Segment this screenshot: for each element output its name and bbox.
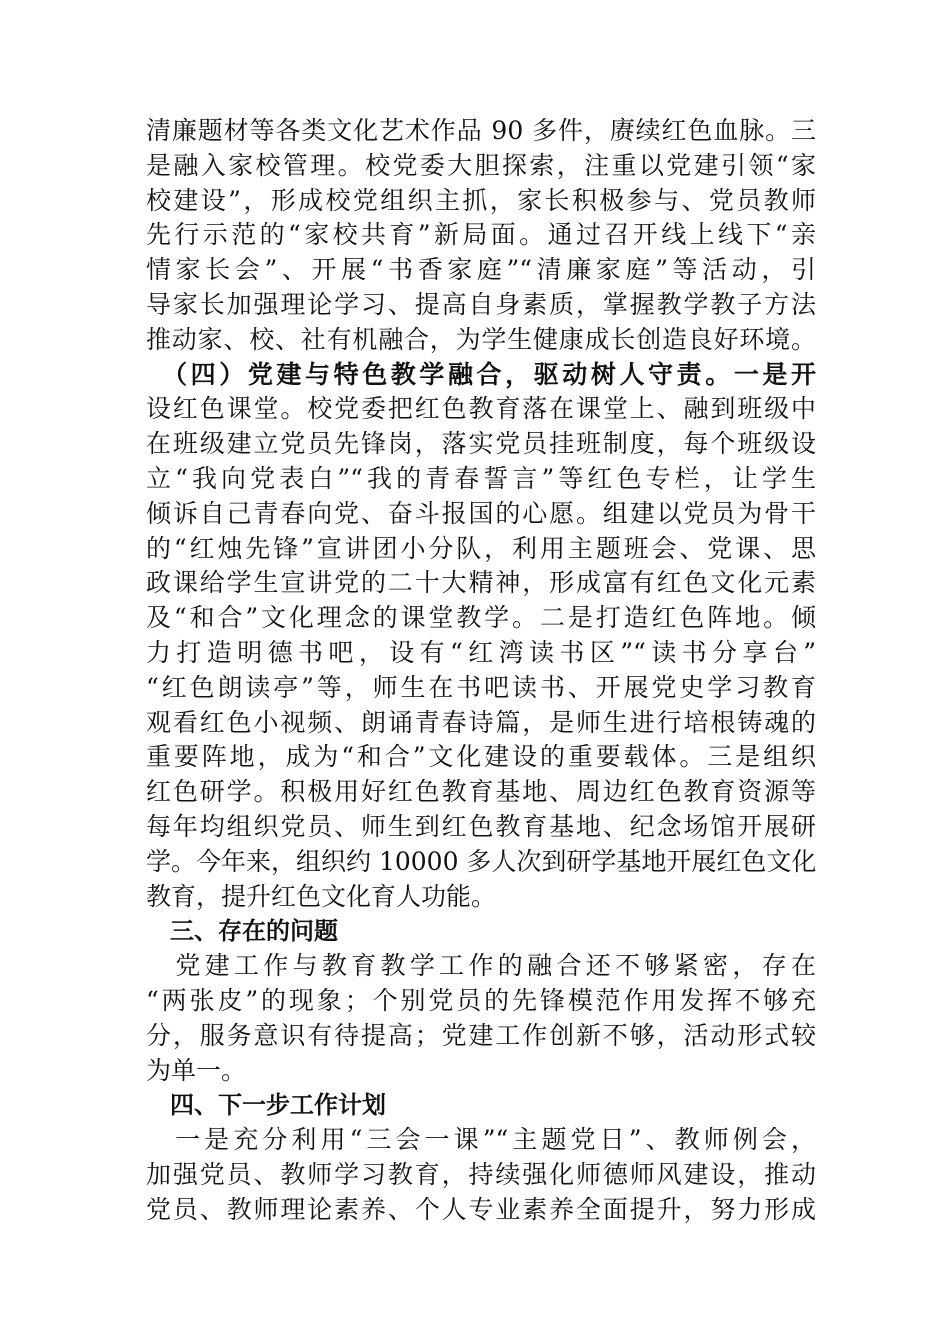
text-line: 分，服务意识有待提高；党建工作创新不够，活动形式较 — [146, 1020, 816, 1050]
text-line: 每年均组织党员、师生到红色教育基地、纪念场馆开展研 — [146, 811, 816, 841]
text-line: 清廉题材等各类文化艺术作品 90 多件，赓续红色血脉。三 — [146, 116, 816, 145]
text-line: 重要阵地，成为“和合”文化建设的重要载体。三是组织 — [146, 742, 816, 772]
text-line: 力打造明德书吧，设有“红湾读书区”“读书分享台” — [146, 637, 816, 667]
text-line: 是融入家校管理。校党委大胆探索，注重以党建引领“家 — [146, 150, 816, 180]
body-text — [146, 114, 816, 1228]
text-line: 校建设”，形成校党组织主抓，家长积极参与、党员教师 — [146, 185, 816, 215]
text-line: 党建工作与教育教学工作的融合还不够紧密，存在 — [146, 951, 816, 981]
text-line: 在班级建立党员先锋岗，落实党员挂班制度，每个班级设 — [146, 429, 816, 459]
text-line: 的“红烛先锋”宣讲团小分队，利用主题班会、党课、思 — [146, 533, 816, 563]
text-line: 导家长加强理论学习、提高自身素质，掌握教学教子方法 — [146, 289, 816, 319]
text-line: 立“我向党表白”“我的青春誓言”等红色专栏，让学生 — [146, 463, 816, 493]
text-line: 先行示范的“家校共育”新局面。通过召开线上线下“亲 — [146, 220, 816, 250]
section-heading-3: 三、存在的问题 — [146, 917, 338, 946]
text-line: 教育，提升红色文化育人功能。 — [146, 881, 497, 911]
text-line: “红色朗读亭”等，师生在书吧读书、开展党史学习教育 — [146, 672, 816, 702]
text-line: 观看红色小视频、朗诵青春诗篇，是师生进行培根铸魂的 — [146, 707, 816, 737]
text-line: 推动家、校、社有机融合，为学生健康成长创造良好环境。 — [146, 324, 816, 354]
text-line: 为单一。 — [146, 1055, 247, 1085]
section-heading-4: （四）党建与特色教学融合，驱动树人守责。一是开 — [146, 359, 816, 389]
text-line: “两张皮”的现象；个别党员的先锋模范作用发挥不够充 — [146, 985, 816, 1015]
text-line: 加强党员、教师学习教育，持续强化师德师风建设，推动 — [146, 1159, 816, 1189]
text-line: 设红色课堂。校党委把红色教育落在课堂上、融到班级中 — [146, 394, 816, 424]
text-line: 政课给学生宣讲党的二十大精神，形成富有红色文化元素 — [146, 568, 816, 598]
text-line: 学。今年来，组织约 10000 多人次到研学基地开展红色文化 — [146, 846, 817, 876]
text-line: 倾诉自己青春向党、奋斗报国的心愿。组建以党员为骨干 — [146, 498, 816, 528]
text-line: 红色研学。积极用好红色教育基地、周边红色教育资源等 — [146, 777, 816, 807]
text-line: 及“和合”文化理念的课堂教学。二是打造红色阵地。倾 — [146, 603, 816, 633]
section-heading-4-plan: 四、下一步工作计划 — [146, 1091, 386, 1120]
text-line: 党员、教师理论素养、个人专业素养全面提升，努力形成 — [146, 1194, 816, 1224]
text-line: 情家长会”、开展“书香家庭”“清廉家庭”等活动，引 — [146, 255, 816, 285]
text-line: 一是充分利用“三会一课”“主题党日”、教师例会， — [146, 1125, 816, 1155]
